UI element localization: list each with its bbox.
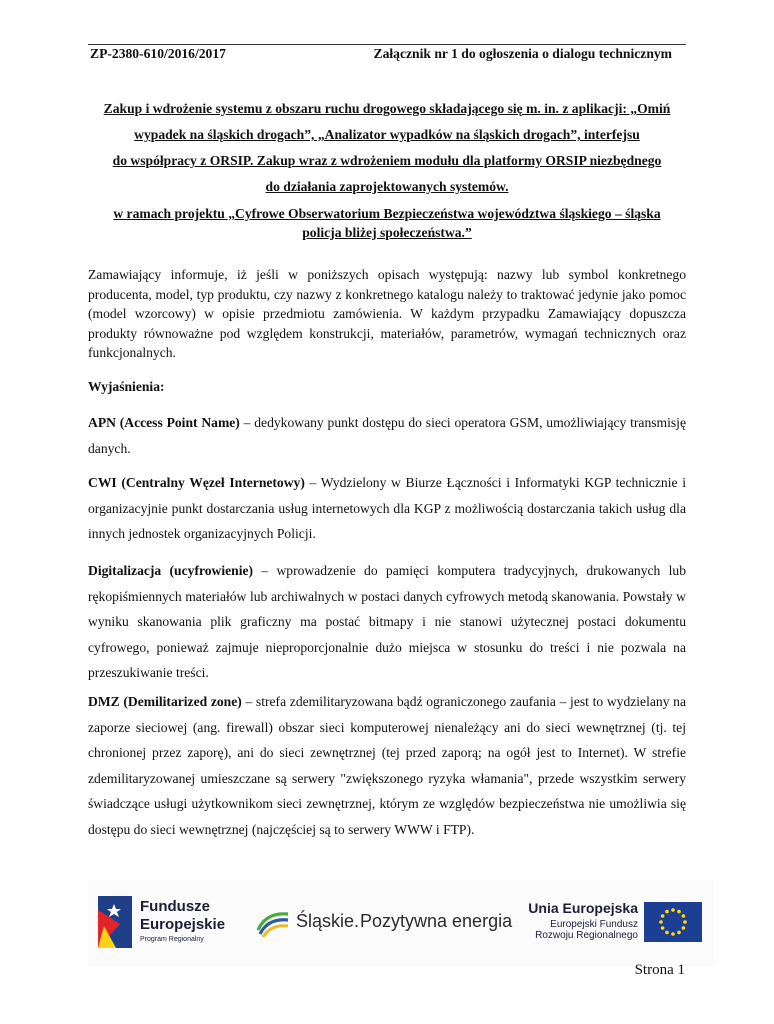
eu-flag-icon	[644, 902, 702, 942]
title-line: wypadek na śląskich drogach”, „Analizator wypadków na śląskich drogach”, interfejsu	[134, 127, 640, 142]
slaskie-name: Śląskie.	[296, 911, 360, 931]
fundusze-europejskie-logo	[98, 896, 258, 952]
header-divider	[88, 44, 686, 45]
slaskie-tagline: Pozytywna energia	[360, 911, 513, 931]
title-line: do współpracy z ORSIP. Zakup wraz z wdrożeniem modułu dla platformy ORSIP niezbędnego	[112, 153, 662, 168]
fe-line3: Program Regionalny	[140, 936, 204, 943]
eu-logo-text	[518, 900, 638, 950]
definition-text: – wprowadzenie do pamięci komputera tradycyjnych, drukowanych lub rękopiśmiennych materiałów lub archiwalnych w postaci danych cyfrowych metodą skanowania. Powstały w wyniku skanowania plik graficzny ma postać bitmapy i nie stanowi użytecznej postaci dokumentu cyfrowego, ponieważ zajmuje nieproporcjonalnie dużo miejsca w stosunku do treści i nie pozwala na przeszukiwanie treści.	[88, 563, 687, 680]
definition-apn	[88, 410, 686, 461]
definition-term: DMZ (Demilitarized zone)	[88, 694, 242, 709]
footer-logo-strip	[88, 880, 714, 966]
eu-title: Unia Europejska	[528, 900, 638, 916]
attachment-label: Załącznik nr 1 do ogłoszenia o dialogu technicznym	[373, 46, 672, 61]
page-number: Strona 1	[634, 962, 685, 978]
definition-text: – dedykowany punkt dostępu do sieci operatora GSM, umożliwiający transmisję danych.	[88, 415, 686, 456]
definition-digitalizacja	[88, 558, 686, 686]
definition-term: APN (Access Point Name)	[88, 415, 240, 430]
project-line: w ramach projektu „Cyfrowe Obserwatorium Bezpieczeństwa województwa śląskiego – śląska	[113, 206, 661, 221]
fe-line1: Fundusze	[140, 898, 210, 915]
title-line: do działania zaprojektowanych systemów.	[265, 179, 509, 194]
eu-line2: Europejski Fundusz	[550, 919, 638, 930]
project-line: policja bliżej społeczeństwa.”	[302, 225, 472, 240]
fundusze-europejskie-icon	[98, 896, 132, 948]
document-header	[88, 46, 686, 64]
explanations-heading: Wyjaśnienia:	[88, 379, 165, 394]
document-title	[88, 100, 686, 243]
eu-line3: Rozwoju Regionalnego	[535, 930, 638, 941]
definition-term: CWI (Centralny Węzeł Internetowy)	[88, 475, 305, 490]
fe-line2: Europejskie	[140, 916, 226, 933]
definition-text: – Wydzielony w Biurze Łączności i Informatyki KGP technicznie i organizacyjnie punkt dostarczania usług internetowych dla KGP z możliwością dostarczania takich usług dla innych jednostek organizacyjnych Policji.	[88, 475, 686, 541]
intro-paragraph: Zamawiający informuje, iż jeśli w poniższych opisach występują: nazwy lub symbol konkretnego producenta, model, typ produktu, czy nazwy z konkretnego katalogu należy to traktować jedynie jako pomoc (model wzorcowy) w opisie przedmiotu zamówienia. W każdym przypadku Zamawiający dopuszcza produkty równoważne pod względem konstrukcji, materiałów, parametrów, wymagań technicznych oraz funkcjonalnych.	[88, 267, 686, 360]
reference-number: ZP-2380-610/2016/2017	[90, 46, 226, 61]
definition-dmz	[88, 689, 686, 842]
slaskie-logo	[256, 906, 516, 942]
definition-term: Digitalizacja (ucyfrowienie)	[88, 563, 254, 578]
title-line: Zakup i wdrożenie systemu z obszaru ruchu drogowego składającego się m. in. z aplikacji: „Omiń	[103, 101, 671, 116]
definition-text: – strefa zdemilitaryzowana bądź ograniczonego zaufania – jest to wydzielany na zaporze sieciowej (ang. firewall) obszar sieci komputerowej nienależący ani do sieci wewnętrznej (tj. tej chronionej przez zaporę), ani do sieci zewnętrznej (tej przed zaporą; na ogół jest to Internet). W strefie zdemilitaryzowanej umieszczane są serwery "zwiększonego ryzyka włamania", przede wszystkim serwery świadczące usługi użytkownikom sieci zewnętrznej, którym ze względów bezpieczeństwa nie umożliwia się dostępu do sieci wewnętrznej (najczęściej są to serwery WWW i FTP).	[88, 694, 686, 837]
definition-cwi	[88, 470, 686, 547]
slaskie-icon	[256, 908, 290, 938]
